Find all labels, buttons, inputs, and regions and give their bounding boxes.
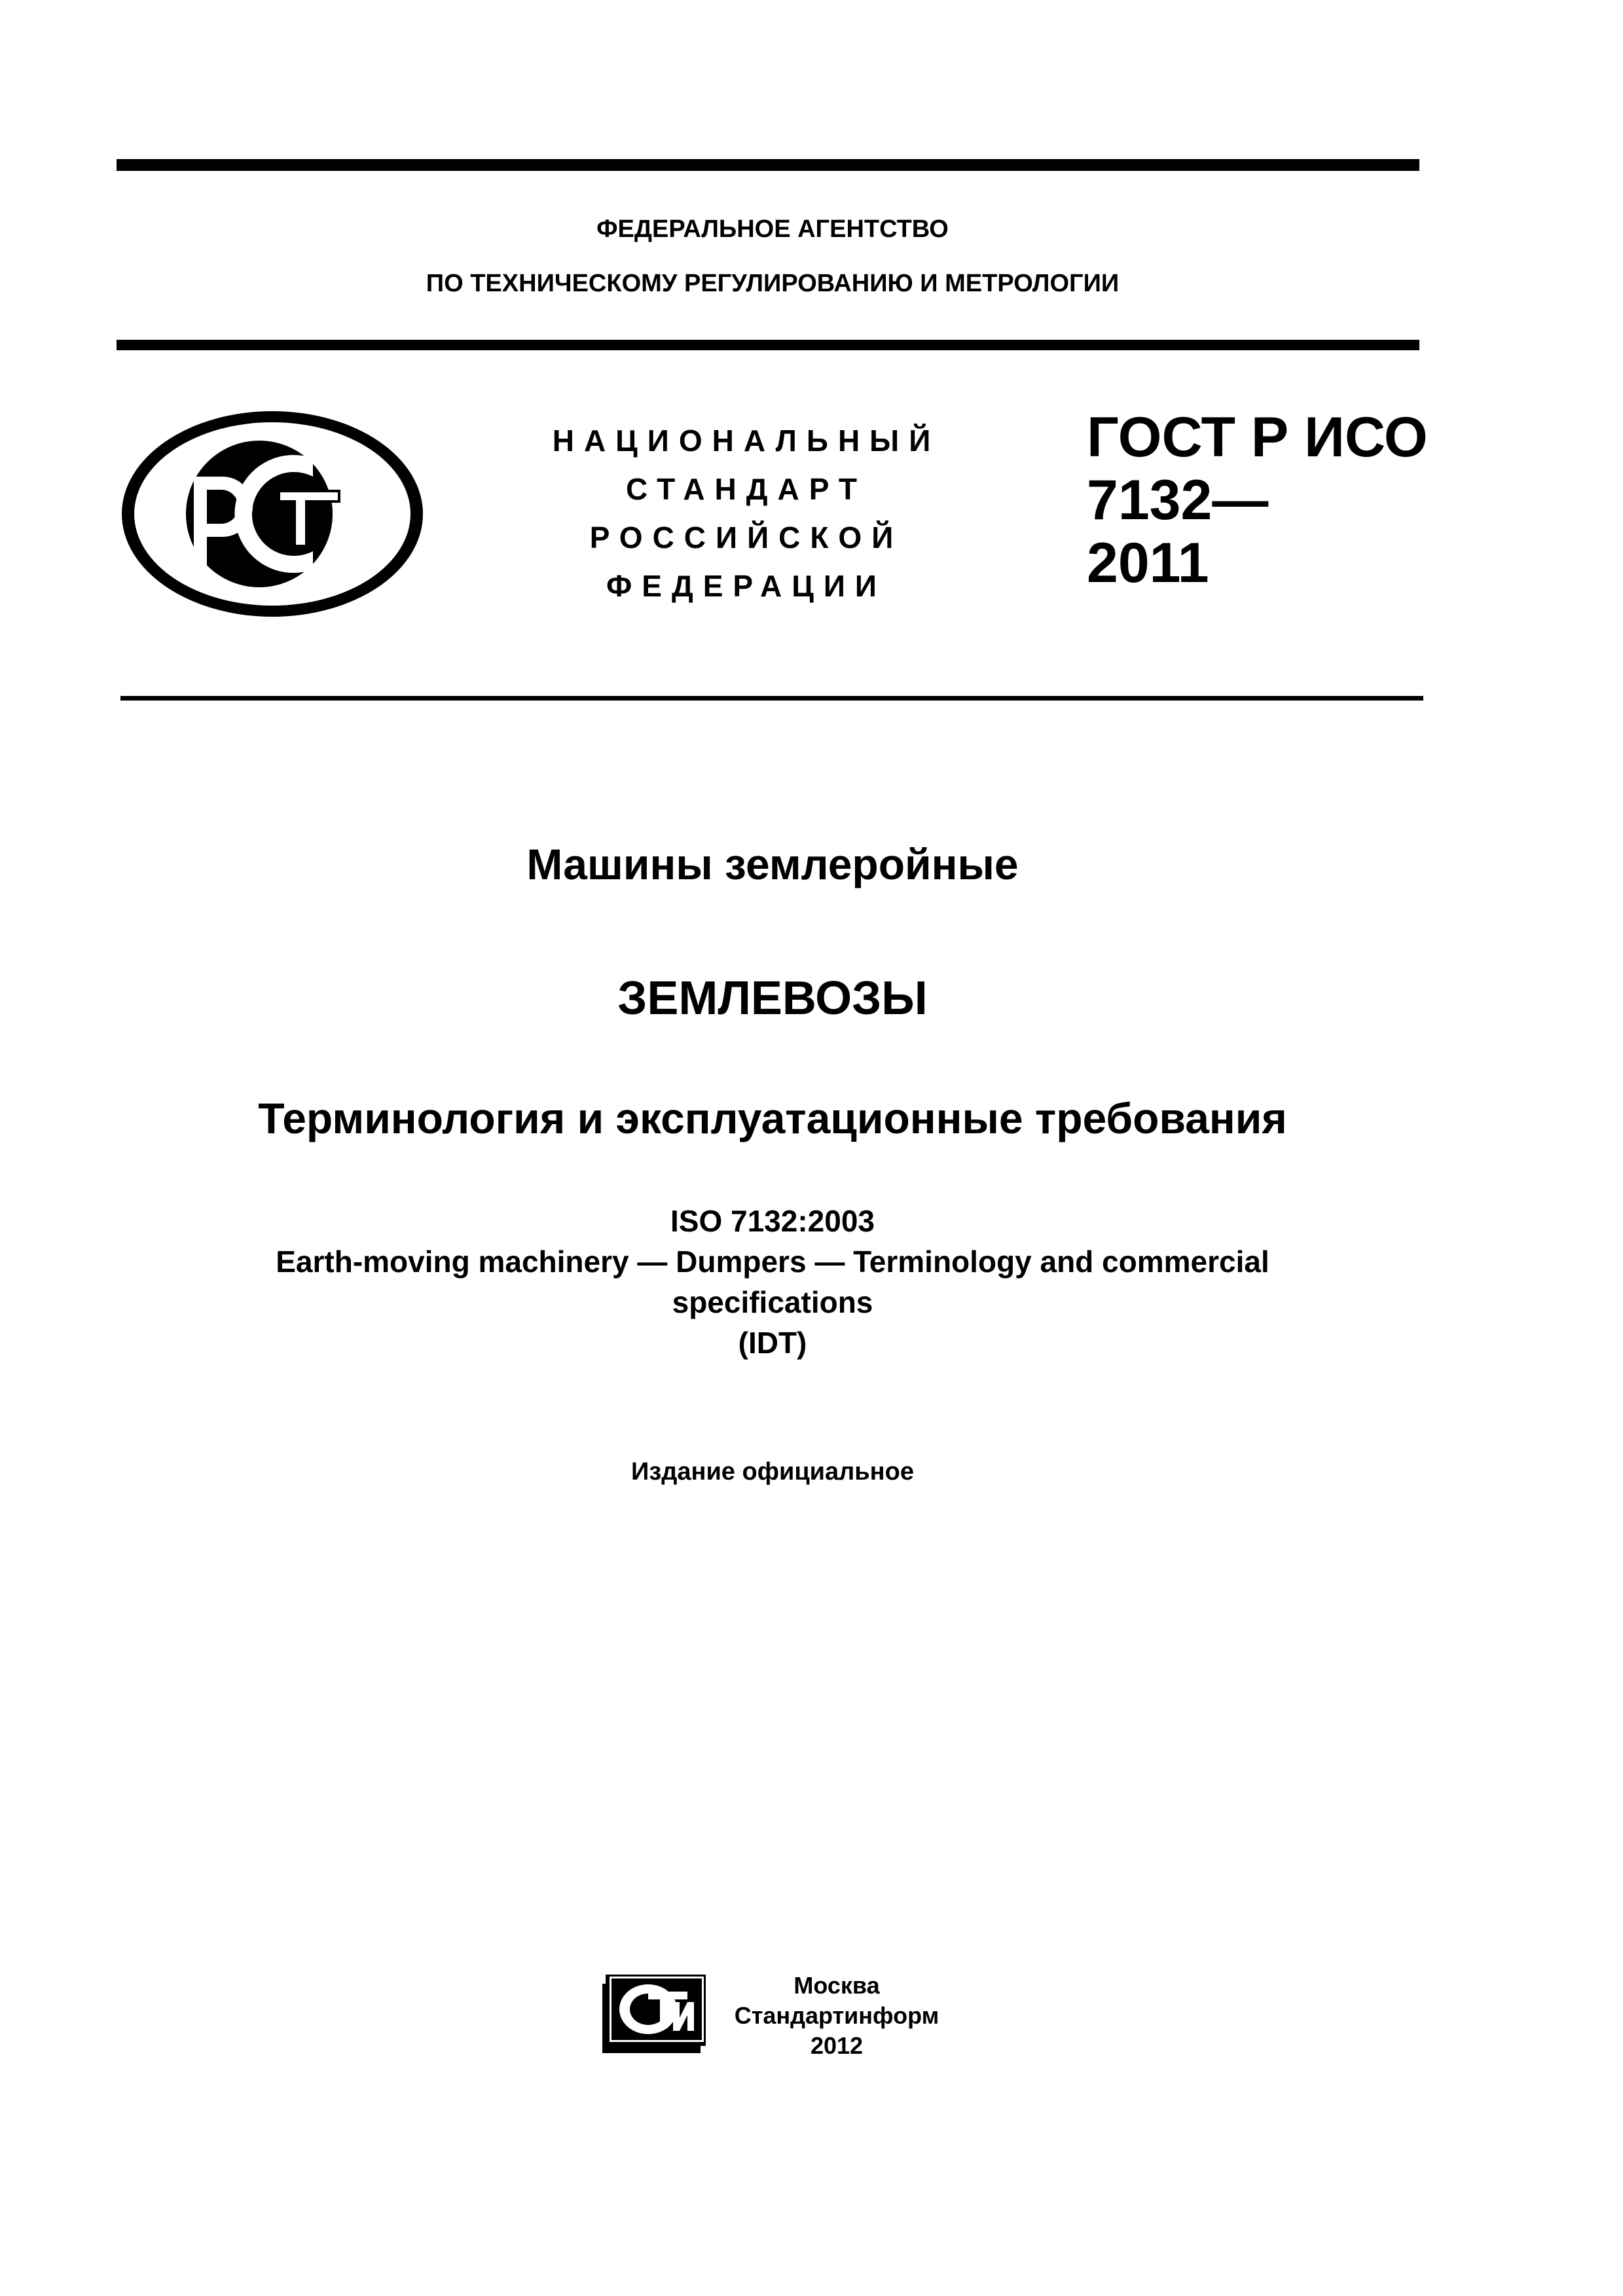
national-standard-label [511, 416, 982, 610]
agency-name-line-1: ФЕДЕРАЛЬНОЕ АГЕНТСТВО [596, 215, 949, 243]
standard-designation [1087, 406, 1428, 594]
document-subject: ЗЕМЛЕВОЗЫ [617, 972, 928, 1025]
designation-line-2: 7132— [1087, 469, 1269, 532]
national-standard-line-2: СТАНДАРТ [626, 472, 867, 506]
iso-title-line-2: specifications [672, 1285, 873, 1319]
designation-line-1: ГОСТ Р ИСО [1087, 406, 1428, 469]
lower-rule [120, 696, 1423, 701]
rst-logo-icon [117, 406, 428, 622]
top-rule [117, 159, 1419, 171]
publisher-year: 2012 [810, 2032, 864, 2059]
document-subtitle: Терминология и эксплуатационные требования [258, 1094, 1287, 1142]
publisher-block [725, 1971, 948, 2061]
iso-title-line-1: Earth-moving machinery — Dumpers — Terminology and commercial [276, 1245, 1269, 1279]
iso-number: ISO 7132:2003 [670, 1204, 875, 1238]
national-standard-line-4: ФЕДЕРАЦИИ [606, 569, 886, 603]
publisher-name: Стандартинформ [734, 2002, 939, 2029]
national-standard-line-3: РОССИЙСКОЙ [589, 520, 903, 555]
publisher-city: Москва [793, 1972, 880, 1999]
document-title: Машины землеройные [526, 840, 1019, 888]
standartinform-logo-icon [602, 1975, 706, 2053]
iso-reference [0, 1201, 1545, 1363]
designation-line-3: 2011 [1087, 532, 1209, 594]
middle-rule [117, 340, 1419, 350]
national-standard-line-1: НАЦИОНАЛЬНЫЙ [552, 424, 941, 458]
edition-label: Издание официальное [631, 1458, 914, 1485]
agency-name-line-2: ПО ТЕХНИЧЕСКОМУ РЕГУЛИРОВАНИЮ И МЕТРОЛОГИИ [426, 270, 1120, 297]
iso-degree: (IDT) [738, 1326, 807, 1360]
